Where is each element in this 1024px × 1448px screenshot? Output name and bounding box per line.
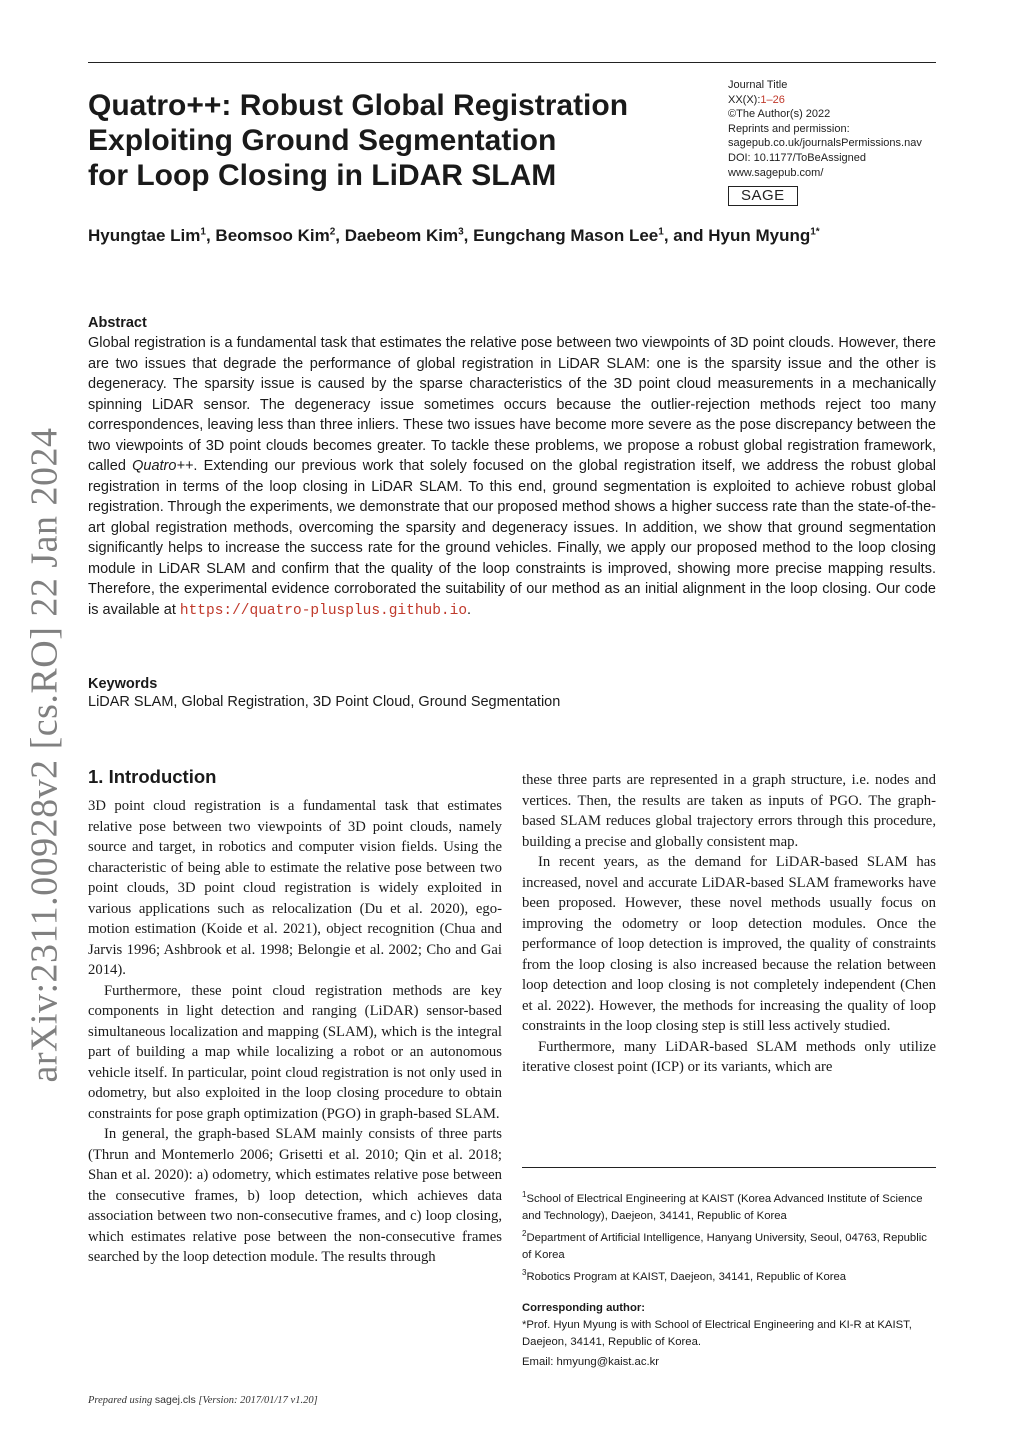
keywords-heading: Keywords [88,676,158,692]
author-affiliation-mark: 1 [200,226,206,238]
author-affiliation-mark: 1* [810,226,820,238]
corresponding-email: Email: hmyung@kaist.ac.kr [522,1356,660,1369]
body-paragraph: 3D point cloud registration is a fundamental task that estimates relative pose between two viewpoints of 3D point clouds, namely source and target, in robotics and computer vision fields. Using the characteristic of being able to estimate the relative pose between two point clouds, 3D point cloud registration is widely exploited in various applications such as relocalization (Du et al. 2020), ego-motion estimation (Koide et al. 2021), object recognition (Chua and Jarvis 1996; Ashbrook et al. 1998; Belongie et al. 2002; Cho and Gai 2014). [88,798,502,978]
body-paragraph: these three parts are represented in a graph structure, i.e. nodes and vertices. Then, the results are taken as inputs of PGO. The graph-based SLAM reduces global trajectory errors through this procedure, building a precise and globally consistent map. [522,772,936,850]
footnote-rule [522,1167,936,1168]
code-link[interactable]: https://quatro-plusplus.github.io [179,602,468,619]
abstract-section [88,315,936,621]
right-column [522,770,936,1078]
author: Daebeom Kim [344,226,459,245]
left-column [88,766,502,1268]
title-line: Exploiting Ground Segmentation [88,124,557,157]
author-affiliation-mark: 1 [658,226,664,238]
author-affiliation-mark: 2 [329,226,336,238]
footnotes [522,1186,938,1371]
journal-reprints: Reprints and permission: [728,122,850,135]
journal-info [728,78,948,206]
sage-logo: SAGE [728,186,798,206]
class-file-name: sagej.cls [154,1394,196,1406]
paper-title [88,88,688,193]
author: Hyun Myung [708,226,811,245]
abstract-heading: Abstract [88,315,147,331]
journal-doi: DOI: 10.1177/ToBeAssigned [728,151,866,164]
author: Beomsoo Kim [215,226,330,245]
abstract-body: Global registration is a fundamental task that estimates the relative pose between two viewpoints of 3D point clouds. However, there are two issues that degrade the performance of global registration in LiDAR SLAM: one is the sparsity issue and the other is degeneracy. The sparsity issue is caused by the sparse characteristics of the 3D point cloud measurements in a mechanically spinning LiDAR sensor. The degeneracy issue sometimes occurs because the outlier-rejection methods reject too many correspondences, leaving less than three inliers. These two issues have become more severe as the pose discrepancy between the two viewpoints of 3D point clouds becomes greater. To tackle these problems, we propose a robust global registration framework, called Quatro++. Extending our previous work that solely focused on the global registration itself, we address the robust global registration in terms of the loop closing in LiDAR SLAM. To this end, ground segmentation is exploited to achieve robust global registration. Through the experiments, we demonstrate that our proposed method shows a higher success rate than the state-of-the-art global registration methods, overcoming the sparsity and degeneracy issues. In addition, we show that ground segmentation significantly helps to increase the success rate for the ground vehicles. Finally, we apply our proposed method to the loop closing module in LiDAR SLAM and confirm that the quality of the loop constraints is improved, showing more precise mapping results. Therefore, the experimental evidence corroborated the suitability of our method as an initial alignment in the loop closing. Our code is available at https://quatro-plusplus.github.io. [88,335,937,619]
title-line: for Loop Closing in LiDAR SLAM [88,159,557,192]
keywords-list: LiDAR SLAM, Global Registration, 3D Point Cloud, Ground Segmentation [88,694,561,710]
page-footer: Prepared using sagej.cls [Version: 2017/01/17 v1.20] [88,1394,318,1406]
journal-volume: XX(X):1–26 [728,93,785,106]
section-heading-introduction: 1. Introduction [88,766,217,787]
permissions-url: sagepub.co.uk/journalsPermissions.nav [728,137,922,150]
affiliation-note: $^2$Department of Artificial Intelligence, Hanyang University, Seoul, 04763, Republic of Korea [522,1228,927,1261]
corresponding-author-heading: Corresponding author: [522,1302,646,1315]
affiliation-note: $^1$School of Electrical Engineering at KAIST (Korea Advanced Institute of Science and Technology), Daejeon, 34141, Republic of Korea [522,1190,923,1222]
top-rule [88,62,936,63]
body-paragraph: In recent years, as the demand for LiDAR-based SLAM has increased, novel and accurate LiDAR-based SLAM frameworks have been proposed. However, these novel methods usually focus on improving the odometry or loop detection modules. Once the performance of loop detection is improved, the quality of constraints from the loop closing is also increased because the relation between loop detection and loop closing is not completely independent (Chen et al. 2022). However, the methods for increasing the quality of loop constraints in the loop closing step is still less actively studied. [522,854,936,1034]
body-paragraph: Furthermore, many LiDAR-based SLAM methods only utilize iterative closest point (ICP) or its variants, which are [522,1038,936,1075]
arxiv-sidebar [20,427,70,1083]
page-range-link[interactable]: 1–26 [760,93,785,106]
framework-name: Quatro++ [132,458,194,474]
arxiv-stamp: arXiv:2311.00928v2 [cs.RO] 22 Jan 2024 [24,427,67,1083]
journal-name: Journal Title [728,79,788,91]
body-paragraph: In general, the graph-based SLAM mainly consists of three parts (Thrun and Montemerlo 2006; Grisetti et al. 2010; Qin et al. 2018; Shan et al. 2020): a) odometry, which estimates relative pose between the consecutive frames, b) loop detection, which achieves data association between two non-consecutive frames, and c) loop closing, which estimates relative pose between the non-consecutive frames searched by the loop detection module. The results through [88,1126,502,1265]
affiliation-note: $^3$Robotics Program at KAIST, Daejeon, 34141, Republic of Korea [522,1267,847,1283]
author-affiliation-mark: 3 [458,226,464,238]
author-list: Hyungtae Lim$^1$, Beomsoo Kim$^2$, Daebeom Kim$^3$, Eungchang Mason Lee$^1$, and Hyun Myung$^{1*}$ [88,226,820,245]
author: Eungchang Mason Lee [473,226,659,245]
body-paragraph: Furthermore, these point cloud registration methods are key components in light detection and ranging (LiDAR) sensor-based simultaneous localization and mapping (SLAM), which is the integral part of building a map while localizing a robot or an autonomous vehicle itself. In particular, point cloud registration is not only used in odometry, but also exploited in the loop closing procedure to obtain constraints for pose graph optimization (PGO) in graph-based SLAM. [88,982,502,1122]
journal-copyright: ©The Author(s) 2022 [728,108,831,121]
journal-website: www.sagepub.com/ [728,166,824,179]
author: Hyungtae Lim [88,226,201,245]
corresponding-author-note: *Prof. Hyun Myung is with School of Electrical Engineering and KI-R at KAIST, Daejeon, 34141, Republic of Korea. [522,1319,912,1349]
title-line: Quatro++: Robust Global Registration [88,89,629,122]
keywords-section [88,676,936,710]
